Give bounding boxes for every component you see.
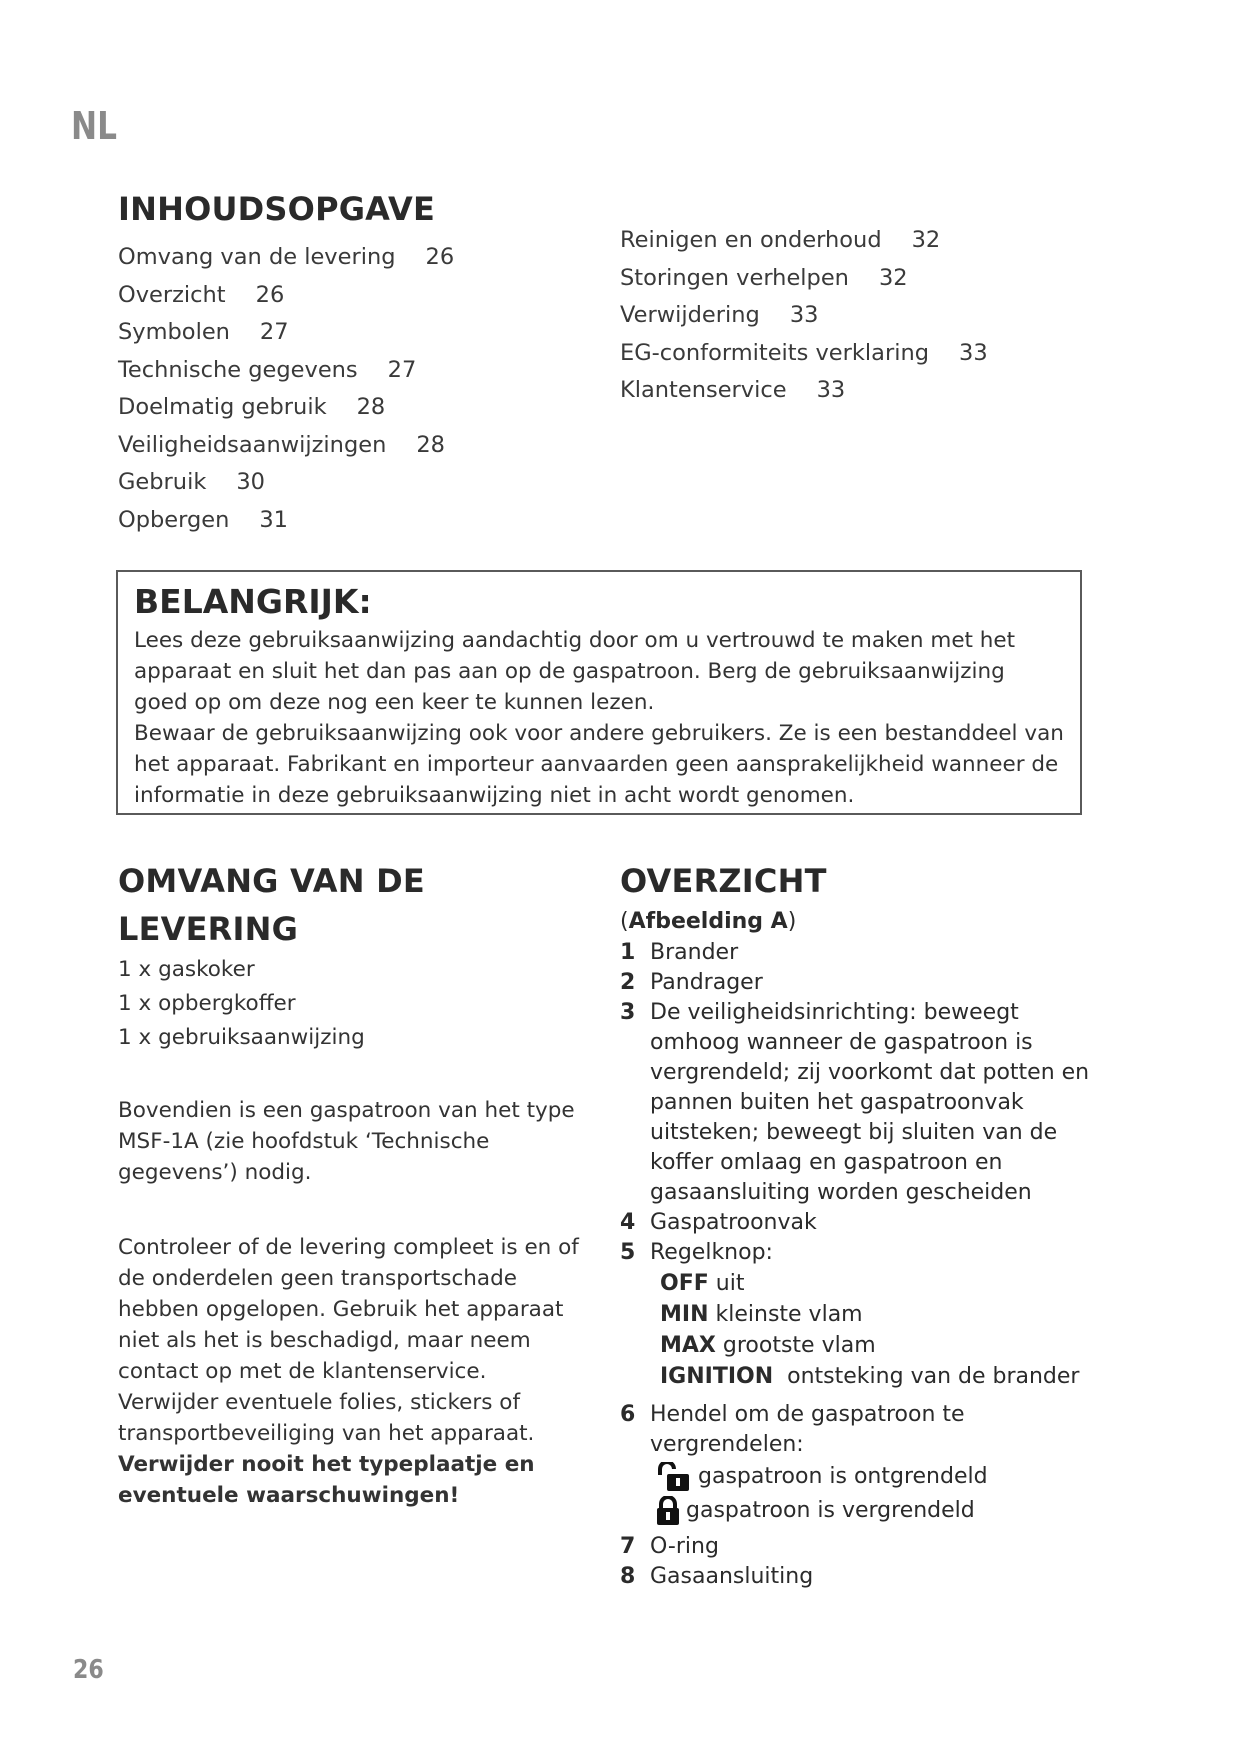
toc-entry[interactable]: Gebruik 30 xyxy=(118,469,265,495)
notice-title: BELANGRIJK: xyxy=(134,582,372,621)
list-item: 1 x gebruiksaanwijzing xyxy=(118,1025,365,1050)
delivery-paragraph: Controleer of de levering compleet is en of de onderdelen geen transportschade hebben opgelopen. Gebruik het apparaat niet als het is beschadigd, maar neem contact op met de klantenservice. xyxy=(118,1235,579,1384)
toc-title: INHOUDSOPGAVE xyxy=(118,190,436,228)
overview-section xyxy=(620,857,1100,1592)
toc-entry[interactable]: Doelmatig gebruik 28 xyxy=(118,394,386,420)
toc-left-column xyxy=(118,239,454,539)
toc-right-column xyxy=(620,222,988,410)
delivery-list xyxy=(118,953,598,1055)
toc-entry[interactable]: Overzicht 26 xyxy=(118,281,285,308)
language-code: NL xyxy=(71,104,117,148)
toc-entry[interactable]: EG-conformiteits verklaring 33 xyxy=(620,339,988,366)
knob-option: MIN kleinste vlam xyxy=(660,1302,863,1327)
list-item: 2 Pandrager xyxy=(620,970,763,995)
toc-entry[interactable]: Reinigen en onderhoud 32 xyxy=(620,227,941,253)
figure-reference: (Afbeelding A) xyxy=(620,909,797,934)
overview-title: OVERZICHT xyxy=(620,862,827,900)
delivery-paragraph: Bovendien is een gaspatroon van het type MSF-1A (zie hoofdstuk ‘Technische gegevens’) nodig. xyxy=(118,1098,575,1185)
toc-entry[interactable]: Opbergen 31 xyxy=(118,506,288,533)
list-item: 8 Gasaansluiting xyxy=(620,1564,814,1589)
unlocked-row: gaspatroon is ontgrendeld xyxy=(620,1460,1100,1494)
locked-padlock-icon xyxy=(656,1496,680,1526)
list-item: 7 O-ring xyxy=(620,1534,719,1559)
notice-paragraph: Lees deze gebruiksaanwijzing aandachtig door om u vertrouwd te maken met het apparaat en sluit het dan pas aan op de gaspatroon. Berg de gebruiksaanwijzing goed op om deze nog een keer te kunnen lezen. xyxy=(134,628,1016,715)
list-item: 5 Regelknop: xyxy=(620,1240,773,1265)
toc-entry[interactable]: Veiligheidsaanwijzingen 28 xyxy=(118,431,445,458)
list-item: 3 De veiligheidsinrichting: beweegt omhoog wanneer de gaspatroon is vergrendeld; zij voorkomt dat potten en pannen buiten het gaspatroonvak uitsteken; beweegt bij sluiten van de koffer omlaag en gaspatroon en gasaansluiting worden gescheiden xyxy=(620,1000,1090,1205)
delivery-title: OMVANG VAN DE LEVERING xyxy=(118,862,425,948)
page-number: 26 xyxy=(73,1655,104,1685)
toc-entry[interactable]: Klantenservice 33 xyxy=(620,377,846,403)
list-item: 1 Brander xyxy=(620,940,739,965)
list-item: 1 x gaskoker xyxy=(118,957,255,982)
knob-option: OFF uit xyxy=(660,1271,745,1296)
list-item: 4 Gaspatroonvak xyxy=(620,1210,817,1235)
list-item: 6 Hendel om de gaspatroon te vergrendelen: xyxy=(620,1402,965,1457)
toc-entry[interactable]: Storingen verhelpen 32 xyxy=(620,264,908,291)
knob-option: IGNITION ontsteking van de brander xyxy=(660,1364,1080,1389)
toc-entry[interactable]: Technische gegevens 27 xyxy=(118,356,417,383)
knob-option: MAX grootste vlam xyxy=(660,1333,876,1358)
locked-row: gaspatroon is vergrendeld xyxy=(620,1494,1100,1528)
delivery-section xyxy=(118,857,598,1511)
toc-entry[interactable]: Verwijdering 33 xyxy=(620,302,819,328)
warning-text: Verwijder nooit het typeplaatje en eventuele waarschuwingen! xyxy=(118,1452,535,1508)
list-item: 1 x opbergkoffer xyxy=(118,991,296,1016)
toc-entry[interactable]: Symbolen 27 xyxy=(118,319,289,345)
notice-paragraph: Bewaar de gebruiksaanwijzing ook voor andere gebruikers. Ze is een bestanddeel van het apparaat. Fabrikant en importeur aanvaarden geen aansprakelijkheid wanneer de informatie in deze gebruiksaanwijzing niet in acht wordt genomen. xyxy=(134,721,1064,808)
important-notice-box xyxy=(116,570,1082,815)
delivery-paragraph: Verwijder eventuele folies, stickers of transportbeveiliging van het apparaat. Verwijder nooit het typeplaatje en eventuele waarschuwingen! xyxy=(118,1390,535,1508)
toc-entry[interactable]: Omvang van de levering 26 xyxy=(118,244,455,270)
unlocked-padlock-icon xyxy=(656,1462,692,1492)
